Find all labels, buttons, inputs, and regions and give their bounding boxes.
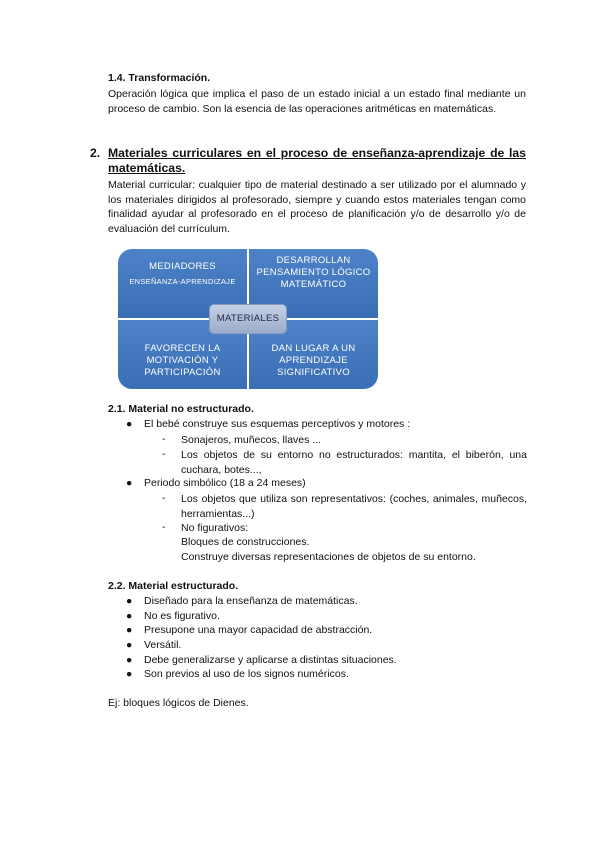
sub-list-item-text: No figurativos:	[181, 522, 249, 534]
dash-icon: -	[162, 433, 166, 445]
bullet-icon: ●	[126, 610, 133, 622]
list-item-text: Son previos al uso de los signos numéricos.	[144, 668, 349, 680]
sub-list-item-text: Los objetos que utiliza son representativos: (coches, animales, muñecos, herramientas...)	[181, 493, 527, 520]
heading-2-1: 2.1. Material no estructurado.	[108, 403, 254, 415]
diagram-label: MEDIADORES	[149, 261, 216, 272]
dash-icon: -	[162, 521, 166, 533]
bullet-icon: ●	[126, 668, 133, 680]
heading-1-4: 1.4. Transformación.	[108, 72, 211, 84]
sub-list-continuation: Bloques de construcciones.	[181, 536, 310, 548]
paragraph-material-curricular: Material curricular: cualquier tipo de material destinado a ser utilizado por el alumnado y los materiales dirigidos al profesorado, siempre y cuando estos materiales tengan como finalidad ayudar al profesorado en el proceso de planificación y/o de desarrollo y/o de evaluación del currículum.	[108, 179, 526, 235]
materiales-diagram	[118, 249, 378, 388]
sub-list-item-text: Sonajeros, muñecos, llaves ...	[181, 434, 322, 446]
list-item-text: Periodo simbólico (18 a 24 meses)	[144, 477, 306, 489]
diagram-label: PARTICIPACIÓN	[144, 367, 221, 378]
diagram-label: MATEMÁTICO	[280, 279, 347, 290]
diagram-label: DESARROLLAN	[276, 255, 351, 266]
dash-icon: -	[162, 492, 166, 504]
bullet-icon: ●	[126, 624, 133, 636]
diagram-label: SIGNIFICATIVO	[277, 367, 350, 378]
sub-list-item-text: Los objetos de su entorno no estructurados: mantita, el biberón, una cuchara, botes...,	[181, 449, 527, 476]
bullet-icon: ●	[126, 418, 133, 430]
diagram-label: MOTIVACIÓN Y	[146, 355, 219, 366]
list-item-text: El bebé construye sus esquemas perceptivos y motores :	[144, 418, 411, 430]
example-text: Ej: bloques lógicos de Dienes.	[108, 697, 249, 709]
bullet-icon: ●	[126, 639, 133, 651]
dash-icon: -	[162, 448, 166, 460]
diagram-label: PENSAMIENTO LÓGICO	[256, 267, 371, 278]
bullet-icon: ●	[126, 654, 133, 666]
diagram-center-materiales: MATERIALES	[209, 304, 287, 334]
heading-2-2: 2.2. Material estructurado.	[108, 580, 239, 592]
bullet-icon: ●	[126, 477, 133, 489]
heading-2-number: 2.	[90, 146, 101, 160]
diagram-label: APRENDIZAJE	[279, 355, 348, 366]
bullet-icon: ●	[126, 595, 133, 607]
list-item-text: Debe generalizarse y aplicarse a distintas situaciones.	[144, 654, 397, 666]
list-item-text: No es figurativo.	[144, 610, 220, 622]
paragraph-transformacion: Operación lógica que implica el paso de un estado inicial a un estado final mediante un proceso de cambio. Son la esencia de las operaciones aritméticas en matemáticas.	[108, 88, 526, 115]
diagram-label: FAVORECEN LA	[144, 343, 221, 354]
heading-2-text: Materiales curriculares en el proceso de enseñanza-aprendizaje de las matemáticas.	[108, 146, 526, 175]
diagram-label: DAN LUGAR A UN	[271, 343, 356, 354]
list-item-text: Presupone una mayor capacidad de abstracción.	[144, 624, 373, 636]
list-item-text: Diseñado para la enseñanza de matemáticas.	[144, 595, 358, 607]
list-item-text: Versátil.	[144, 639, 182, 651]
diagram-label: ENSEÑANZA-APRENDIZAJE	[129, 277, 236, 286]
sub-list-continuation: Construye diversas representaciones de objetos de su entorno.	[181, 551, 476, 563]
